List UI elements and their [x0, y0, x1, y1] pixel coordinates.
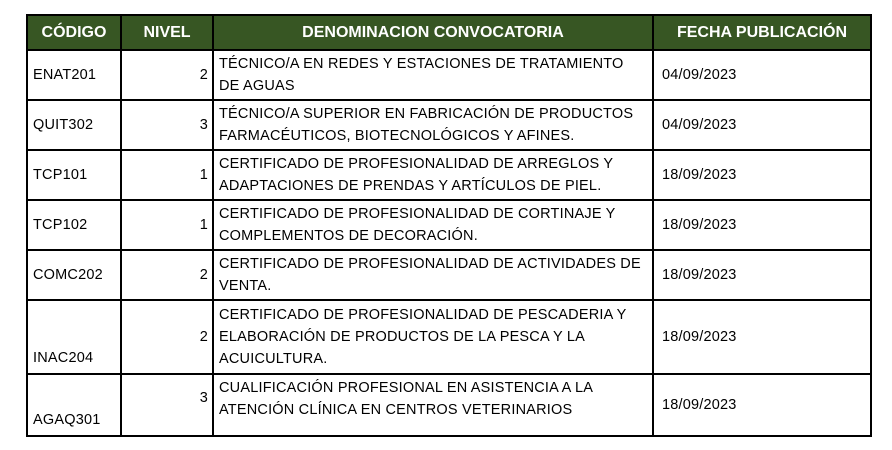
cell-nivel: 3 — [121, 100, 213, 150]
cell-fecha: 18/09/2023 — [653, 374, 871, 436]
cell-fecha: 04/09/2023 — [653, 100, 871, 150]
cell-fecha: 18/09/2023 — [653, 150, 871, 200]
cell-fecha: 18/09/2023 — [653, 300, 871, 374]
table-row — [27, 50, 871, 100]
cell-codigo: AGAQ301 — [27, 374, 121, 436]
cell-fecha: 04/09/2023 — [653, 50, 871, 100]
cell-codigo: QUIT302 — [27, 100, 121, 150]
cell-codigo: COMC202 — [27, 250, 121, 300]
table-row — [27, 100, 871, 150]
cell-denominacion: CERTIFICADO DE PROFESIONALIDAD DE PESCADERIA Y ELABORACIÓN DE PRODUCTOS DE LA PESCA Y LA ACUICULTURA. — [213, 300, 653, 374]
cell-codigo: TCP102 — [27, 200, 121, 250]
cell-nivel: 3 — [121, 374, 213, 436]
cell-denominacion: CUALIFICACIÓN PROFESIONAL EN ASISTENCIA A LA ATENCIÓN CLÍNICA EN CENTROS VETERINARIOS — [213, 374, 653, 436]
cell-denominacion: TÉCNICO/A SUPERIOR EN FABRICACIÓN DE PRODUCTOS FARMACÉUTICOS, BIOTECNOLÓGICOS Y AFINES. — [213, 100, 653, 150]
table-row — [27, 150, 871, 200]
cell-denominacion: TÉCNICO/A EN REDES Y ESTACIONES DE TRATAMIENTO DE AGUAS — [213, 50, 653, 100]
header-row — [27, 15, 871, 50]
cell-codigo: ENAT201 — [27, 50, 121, 100]
header-fecha: FECHA PUBLICACIÓN — [653, 15, 871, 50]
cell-codigo: INAC204 — [27, 300, 121, 374]
cell-fecha: 18/09/2023 — [653, 250, 871, 300]
table-row — [27, 250, 871, 300]
header-nivel: NIVEL — [121, 15, 213, 50]
convocatorias-table — [26, 14, 872, 437]
cell-nivel: 1 — [121, 200, 213, 250]
table-row — [27, 200, 871, 250]
cell-fecha: 18/09/2023 — [653, 200, 871, 250]
table-row — [27, 374, 871, 436]
header-codigo: CÓDIGO — [27, 15, 121, 50]
cell-nivel: 2 — [121, 300, 213, 374]
cell-denominacion: CERTIFICADO DE PROFESIONALIDAD DE ARREGLOS Y ADAPTACIONES DE PRENDAS Y ARTÍCULOS DE PIEL. — [213, 150, 653, 200]
cell-denominacion: CERTIFICADO DE PROFESIONALIDAD DE ACTIVIDADES DE VENTA. — [213, 250, 653, 300]
header-denominacion: DENOMINACION CONVOCATORIA — [213, 15, 653, 50]
cell-nivel: 1 — [121, 150, 213, 200]
cell-codigo: TCP101 — [27, 150, 121, 200]
cell-nivel: 2 — [121, 50, 213, 100]
cell-denominacion: CERTIFICADO DE PROFESIONALIDAD DE CORTINAJE Y COMPLEMENTOS DE DECORACIÓN. — [213, 200, 653, 250]
table-row — [27, 300, 871, 374]
cell-nivel: 2 — [121, 250, 213, 300]
